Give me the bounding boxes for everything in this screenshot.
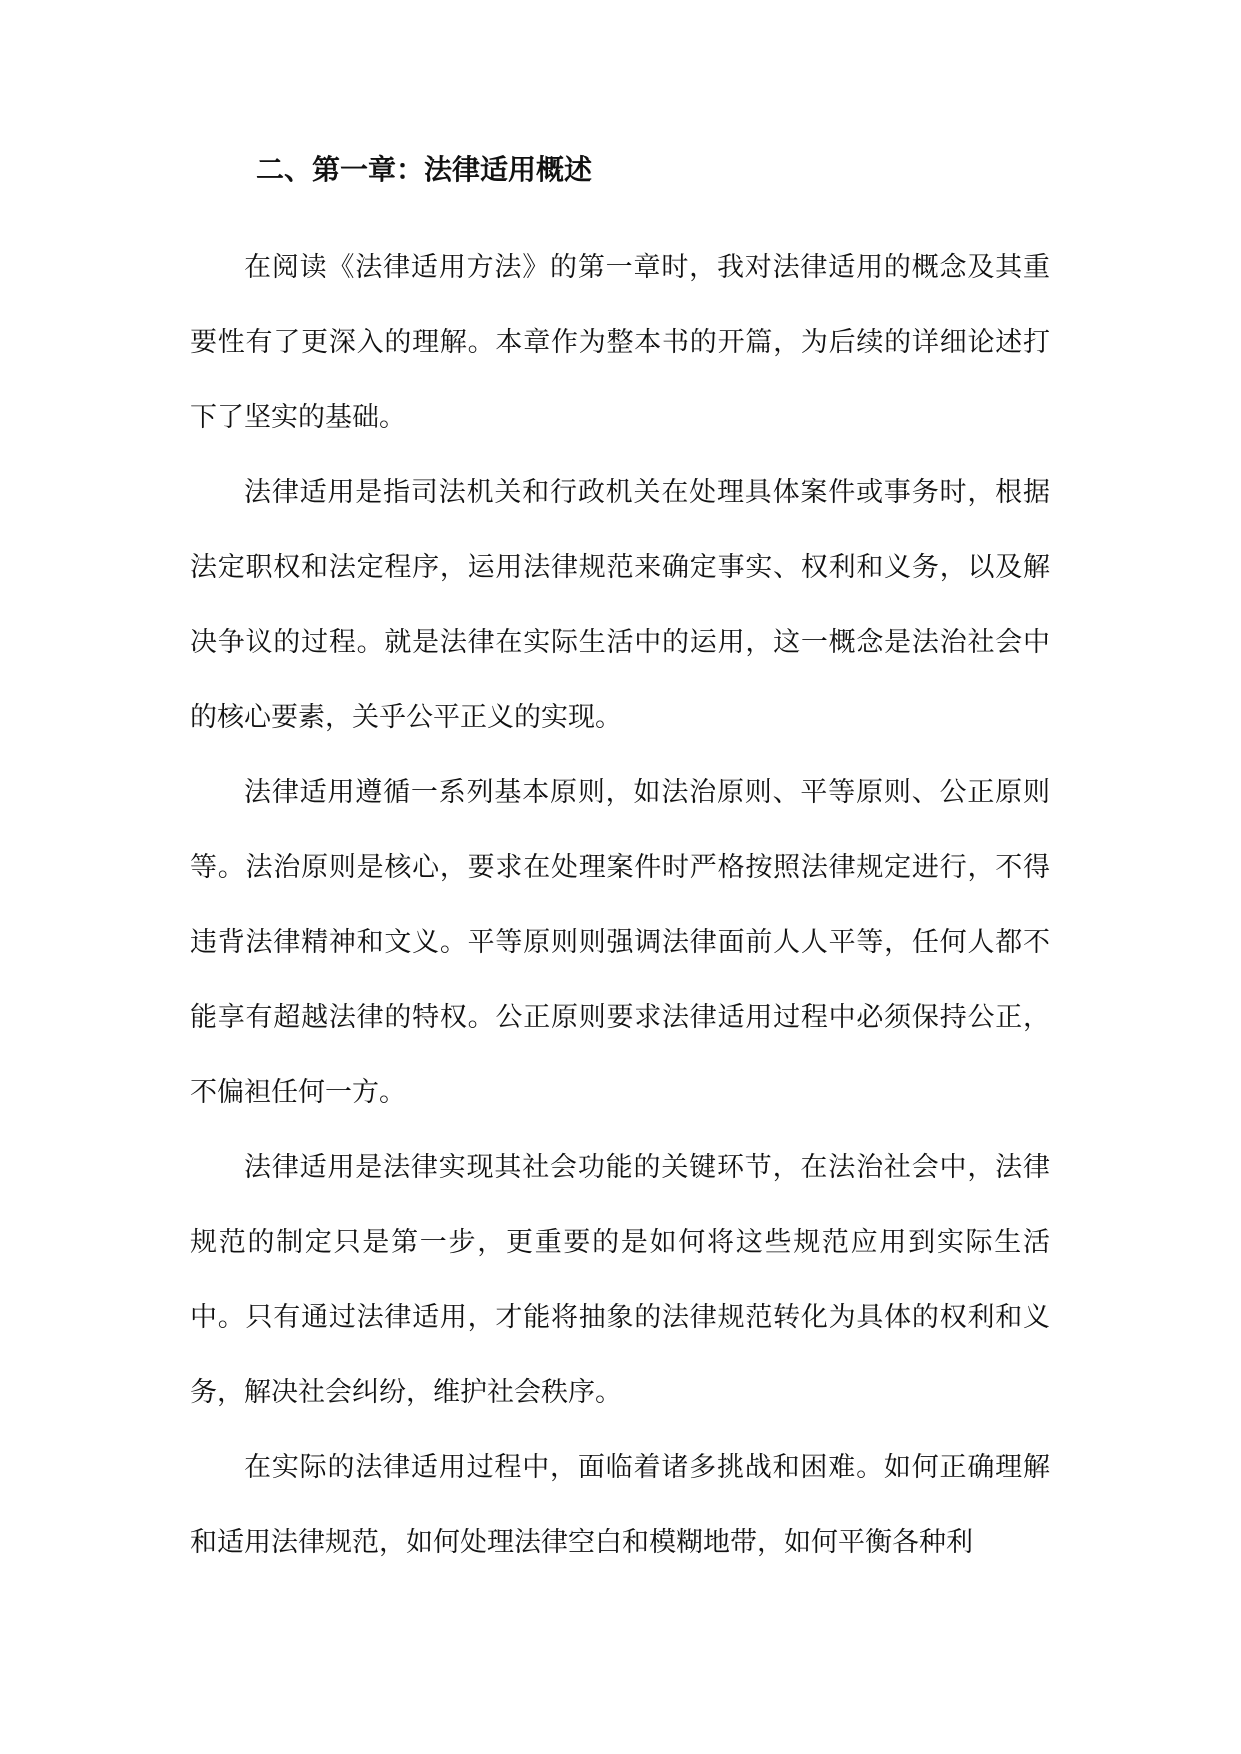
paragraph-2: 法律适用是指司法机关和行政机关在处理具体案件或事务时，根据法定职权和法定程序，运用法律规范来确定事实、权利和义务，以及解决争议的过程。就是法律在实际生活中的运用，这一概念是法治社会中的核心要素，关乎公平正义的实现。 bbox=[190, 477, 1050, 733]
paragraph-5: 在实际的法律适用过程中，面临着诸多挑战和困难。如何正确理解和适用法律规范，如何处理法律空白和模糊地带，如何平衡各种利 bbox=[190, 1452, 1050, 1558]
paragraph-1: 在阅读《法律适用方法》的第一章时，我对法律适用的概念及其重要性有了更深入的理解。本章作为整本书的开篇，为后续的详细论述打下了坚实的基础。 bbox=[190, 252, 1050, 433]
chapter-heading: 二、第一章：法律适用概述 bbox=[256, 153, 593, 186]
body-text bbox=[190, 230, 1050, 1580]
paragraph-4: 法律适用是法律实现其社会功能的关键环节，在法治社会中，法律规范的制定只是第一步，更重要的是如何将这些规范应用到实际生活中。只有通过法律适用，才能将抽象的法律规范转化为具体的权利和义务，解决社会纠纷，维护社会秩序。 bbox=[190, 1152, 1050, 1408]
paragraph-3: 法律适用遵循一系列基本原则，如法治原则、平等原则、公正原则等。法治原则是核心，要求在处理案件时严格按照法律规定进行，不得违背法律精神和文义。平等原则则强调法律面前人人平等，任何人都不能享有超越法律的特权。公正原则要求法律适用过程中必须保持公正，不偏袒任何一方。 bbox=[190, 777, 1050, 1108]
